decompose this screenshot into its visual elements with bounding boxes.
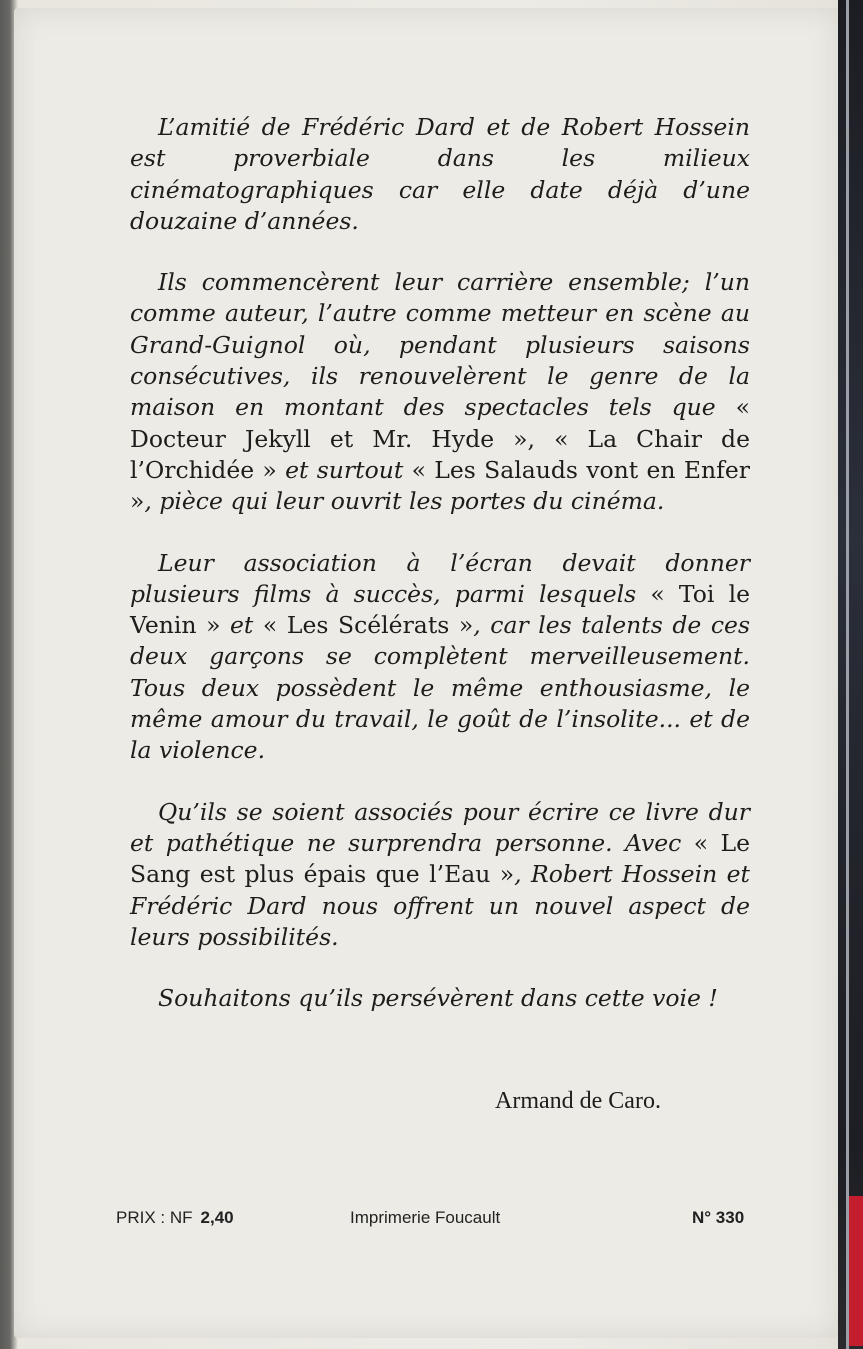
blurb-text [130,112,750,1044]
title-quote: « Les Scélérats » [262,611,474,640]
price-label: PRIX : NF [116,1208,193,1227]
title-quote: « Toi le Venin » [130,579,750,640]
italic-text: Leur association à l’écran devait donner plusieurs films à succès, parmi lesquels [130,548,750,608]
italic-text: et [220,611,263,640]
paragraph [130,267,750,517]
price-value: 2,40 [200,1208,234,1227]
italic-text: L’amitié de Frédéric Dard et de Robert Hossein est proverbiale dans les milieux cinématographiques car elle date déjà d’une douzaine d’années. [130,113,750,235]
paragraph [130,983,750,1014]
title-quote: « Docteur Jekyll et Mr. Hyde », « La Chair de l’Orchidée » [130,393,750,484]
italic-text: , pièce qui leur ouvrit les portes du cinéma. [144,487,665,516]
italic-text: et surtout [276,455,412,484]
title-quote: « Les Salauds vont en Enfer » [130,455,750,516]
signature: Armand de Caro. [495,1088,661,1114]
italic-text: Qu’ils se soient associés pour écrire ce livre dur et pathétique ne surprendra personne. Avec [130,797,750,857]
italic-text: , car les talents de ces deux garçons se complètent merveilleusement. Tous deux possèdent le même enthousiasme, le même amour du travail, le goût de l’insolite... et de la violence. [130,611,751,765]
paragraph [130,797,750,953]
paragraph [130,548,750,767]
printer-name: Imprimerie Foucault [350,1208,501,1227]
italic-text: Souhaitons qu’ils persévèrent dans cette voie ! [158,984,718,1013]
italic-text: , Robert Hossein et Frédéric Dard nous offrent un nouvel aspect de leurs possibilités. [130,860,750,951]
book-spine [838,0,863,1349]
collection-number: N° 330 [692,1208,745,1227]
spine-edge-line [846,0,849,1349]
paragraph [130,112,750,237]
price [116,1208,234,1228]
italic-text: Ils commencèrent leur carrière ensemble; l’un comme auteur, l’autre comme metteur en scène au Grand-Guignol où, pendant plusieurs saisons consécutives, ils renouvelèrent le genre de la maison en montant des spectacles tels que [130,268,750,422]
spine-red-band [849,1196,863,1346]
title-quote: « Le Sang est plus épais que l’Eau » [130,828,750,889]
